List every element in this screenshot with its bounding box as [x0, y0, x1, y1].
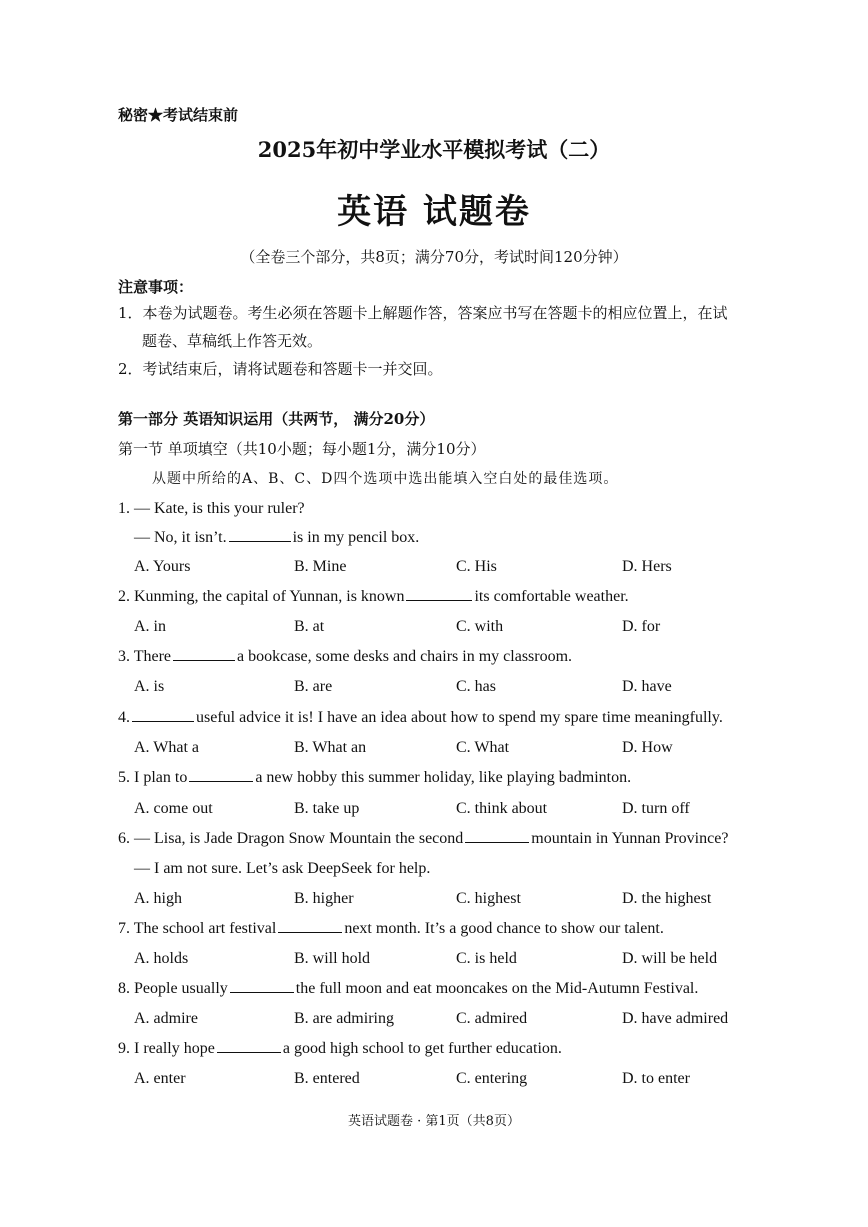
option-c: C. admired	[456, 1010, 528, 1027]
question-7-stem	[118, 920, 664, 938]
answer-blank	[132, 720, 194, 722]
option-a: A. high	[134, 890, 182, 907]
question-4-stem	[118, 709, 723, 727]
option-d: D. have admired	[622, 1010, 729, 1027]
notice-title: 注意事项：	[118, 278, 194, 296]
option-c: C. His	[456, 558, 497, 575]
question-text: 8. People usually	[118, 980, 228, 997]
question-text: useful advice it is! I have an idea about how to spend my spare time meaningfully.	[196, 709, 723, 726]
notice-item-1-cont: 题卷、草稿纸上作答无效。	[142, 332, 323, 350]
option-c: C. has	[456, 678, 496, 695]
exam-info: （全卷三个部分，共8页；满分70分，考试时间120分钟）	[240, 248, 628, 266]
answer-blank	[465, 841, 529, 843]
answer-blank	[406, 599, 472, 601]
confidential-label: 秘密★考试结束前	[118, 106, 239, 124]
exam-title: 2025年初中学业水平模拟考试（二）	[257, 137, 611, 162]
option-b: B. are	[294, 678, 333, 695]
option-a: A. is	[134, 678, 165, 695]
question-text: 6. — Lisa, is Jade Dragon Snow Mountain the second	[118, 830, 464, 847]
answer-blank	[217, 1051, 281, 1053]
section-instruction: 从题中所给的A、B、C、D四个选项中选出能填入空白处的最佳选项。	[152, 471, 619, 487]
subject-title: 英语 试题卷	[337, 192, 531, 232]
option-d: D. have	[622, 678, 672, 695]
option-a: A. Yours	[134, 558, 191, 575]
question-text: — No, it isn’t.	[134, 529, 227, 546]
option-c: C. think about	[456, 800, 548, 817]
question-text: 1. — Kate, is this your ruler?	[118, 500, 305, 517]
question-6-reply	[134, 860, 430, 878]
option-d: D. the highest	[622, 890, 712, 907]
question-text: a bookcase, some desks and chairs in my classroom.	[237, 648, 573, 665]
question-2-stem	[118, 588, 629, 606]
option-d: D. for	[622, 618, 661, 635]
question-text: a new hobby this summer holiday, like playing badminton.	[255, 769, 632, 786]
question-text: 7. The school art festival	[118, 920, 277, 937]
question-text: 2. Kunming, the capital of Yunnan, is known	[118, 588, 405, 605]
page-footer: 英语试题卷 · 第1页（共8页）	[348, 1114, 520, 1129]
answer-blank	[230, 991, 294, 993]
option-d: D. to enter	[622, 1070, 690, 1087]
option-a: A. in	[134, 618, 166, 635]
option-c: C. entering	[456, 1070, 528, 1087]
notice-item-1: 1．本卷为试题卷。考生必须在答题卡上解题作答，答案应书写在答题卡的相应位置上，在试	[118, 304, 728, 322]
notice-item-2: 2．考试结束后，请将试题卷和答题卡一并交回。	[118, 360, 443, 378]
question-text: 4.	[118, 709, 130, 726]
option-b: B. What an	[294, 739, 367, 756]
option-b: B. entered	[294, 1070, 360, 1087]
option-a: A. What a	[134, 739, 200, 756]
option-d: D. Hers	[622, 558, 672, 575]
option-b: B. Mine	[294, 558, 347, 575]
answer-blank	[173, 659, 235, 661]
question-text: a good high school to get further education.	[282, 1040, 562, 1057]
option-d: D. How	[622, 739, 673, 756]
option-c: C. with	[456, 618, 504, 635]
option-b: B. will hold	[294, 950, 371, 967]
option-b: B. are admiring	[294, 1010, 394, 1027]
question-text: its comfortable weather.	[474, 588, 629, 605]
question-1-reply	[134, 529, 419, 547]
option-a: A. enter	[134, 1070, 186, 1087]
answer-blank	[189, 780, 253, 782]
answer-blank	[229, 540, 291, 542]
section-title: 第一节 单项填空（共10小题；每小题1分，满分10分）	[118, 440, 486, 458]
option-b: B. higher	[294, 890, 354, 907]
question-text: 9. I really hope	[118, 1040, 215, 1057]
question-text: the full moon and eat mooncakes on the Mid-Autumn Festival.	[295, 980, 699, 997]
option-c: C. is held	[456, 950, 517, 967]
question-5-stem	[118, 769, 631, 787]
option-b: B. at	[294, 618, 325, 635]
question-text: is in my pencil box.	[292, 529, 420, 546]
option-c: C. highest	[456, 890, 521, 907]
question-1-stem	[118, 500, 305, 518]
question-text: 5. I plan to	[118, 769, 188, 786]
question-text: next month. It’s a good chance to show our talent.	[344, 920, 664, 937]
question-6-stem	[118, 830, 728, 848]
option-a: A. holds	[134, 950, 189, 967]
question-8-stem	[118, 980, 698, 998]
question-text: 3. There	[118, 648, 172, 665]
question-9-stem	[118, 1040, 562, 1058]
option-a: A. come out	[134, 800, 213, 817]
question-text: mountain in Yunnan Province?	[531, 830, 729, 847]
option-c: C. What	[456, 739, 510, 756]
option-a: A. admire	[134, 1010, 198, 1027]
part-title: 第一部分 英语知识运用（共两节， 满分20分）	[118, 410, 435, 428]
option-b: B. take up	[294, 800, 360, 817]
option-d: D. turn off	[622, 800, 690, 817]
answer-blank	[278, 931, 342, 933]
option-d: D. will be held	[622, 950, 718, 967]
question-3-stem	[118, 648, 572, 666]
question-text: — I am not sure. Let’s ask DeepSeek for help.	[134, 860, 431, 877]
